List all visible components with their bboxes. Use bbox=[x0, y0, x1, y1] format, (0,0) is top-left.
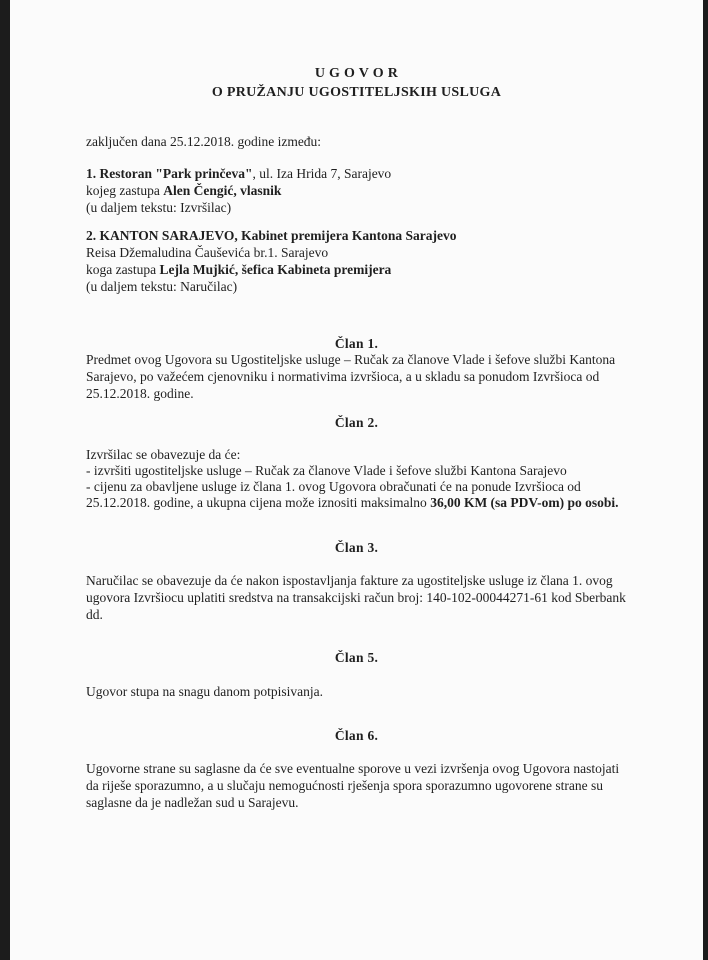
article-2-line-2: - izvršiti ugostiteljske usluge – Ručak za članove Vlade i šefove službi Kantona Sarajevo bbox=[86, 463, 567, 478]
document-page bbox=[10, 0, 703, 960]
article-2-heading: Član 2. bbox=[334, 415, 379, 430]
party1-role: (u daljem tekstu: Izvršilac) bbox=[86, 200, 232, 215]
price-amount: 36,00 KM (sa PDV-om) po osobi. bbox=[430, 495, 619, 510]
article-3-line-2: ugovora Izvršiocu uplatiti sredstva na transakcijski račun broj: 140-102-00044271-61 kod Sberbank bbox=[86, 590, 626, 605]
party1-number: 1. Restoran bbox=[86, 166, 156, 181]
article-1-line-3: 25.12.2018. godine. bbox=[86, 386, 194, 401]
article-6-line-1: Ugovorne strane su saglasne da će sve eventualne sporove u vezi izvršenja ovog Ugovora nastojati bbox=[86, 761, 620, 776]
article-3-line-1: Naručilac se obavezuje da će nakon ispostavljanja fakture za ugostiteljske usluge iz člana 1. ovog bbox=[86, 573, 613, 588]
article-1-line-2: Sarajevo, po važećem cjenovniku i normativima izvršioca, a u skladu sa ponudom Izvršioca od bbox=[86, 369, 600, 384]
article-2-line-1: Izvršilac se obavezuje da će: bbox=[86, 447, 241, 462]
party2-rep-name: Lejla Mujkić, šefica Kabineta premijera bbox=[159, 262, 392, 277]
article-1-heading: Član 1. bbox=[334, 336, 379, 351]
article-3-heading: Član 3. bbox=[334, 540, 379, 555]
party1-name: "Park prinčeva" bbox=[155, 166, 253, 181]
intro-line: zaključen dana 25.12.2018. godine između: bbox=[86, 134, 322, 149]
article-1-line-1: Predmet ovog Ugovora su Ugostiteljske usluge – Ručak za članove Vlade i šefove službi Kantona bbox=[86, 352, 616, 367]
article-6-heading: Član 6. bbox=[334, 728, 379, 743]
article-2-line-4: 25.12.2018. godine, a ukupna cijena može iznositi maksimalno 36,00 KM (sa PDV-om) po osobi. bbox=[86, 495, 619, 510]
article-6-line-2: da riješe sporazumno, a u slučaju nemogućnosti rješenja spora sporazumno ugovorene strane su bbox=[86, 778, 603, 793]
document-subtitle: O PRUŽANJU UGOSTITELJSKIH USLUGA bbox=[211, 85, 502, 100]
article-3-line-3: dd. bbox=[86, 607, 103, 622]
party1-address: , ul. Iza Hrida 7, Sarajevo bbox=[252, 166, 392, 181]
party2-representative: koga zastupa Lejla Mujkić, šefica Kabineta premijera bbox=[86, 262, 392, 277]
party1-rep-name: Alen Čengić, vlasnik bbox=[163, 183, 282, 198]
article-5-heading: Član 5. bbox=[334, 650, 379, 665]
party1-line bbox=[86, 166, 391, 182]
party2-role: (u daljem tekstu: Naručilac) bbox=[86, 279, 238, 294]
party1-representative: kojeg zastupa Alen Čengić, vlasnik bbox=[86, 183, 282, 198]
party2-address: Reisa Džemaludina Čauševića br.1. Sarajevo bbox=[86, 245, 329, 260]
article-2-line-3: - cijenu za obavljene usluge iz člana 1. ovog Ugovora obračunati će na ponude Izvršioca od bbox=[86, 479, 581, 494]
article-6-line-3: saglasne da je nadležan sud u Sarajevu. bbox=[86, 795, 299, 810]
document-title: U G O V O R bbox=[314, 66, 399, 81]
article-5-line-1: Ugovor stupa na snagu danom potpisivanja. bbox=[86, 684, 323, 699]
party2-line: 2. KANTON SARAJEVO, Kabinet premijera Kantona Sarajevo bbox=[86, 228, 457, 243]
